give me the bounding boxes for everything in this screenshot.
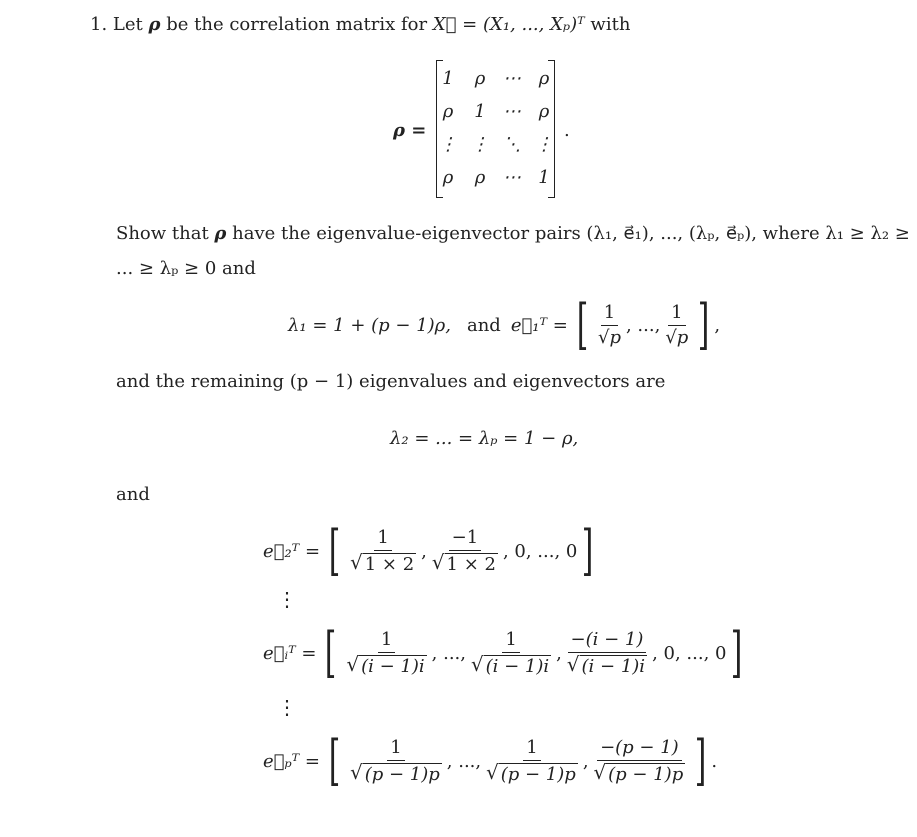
right-bracket: ] — [582, 519, 594, 582]
fraction — [468, 630, 554, 677]
eq-lambda1-e1 — [288, 293, 721, 356]
problem-statement — [90, 14, 630, 35]
matrix-cell: ⋯ — [503, 167, 521, 188]
show-line-2: ... ≥ λₚ ≥ 0 and — [116, 258, 256, 279]
fraction-denominator: √ (i − 1)i — [471, 652, 550, 677]
fraction-numerator: 1 — [387, 738, 404, 761]
e2-tail: , 0, ..., 0 — [502, 540, 578, 562]
fraction — [429, 528, 501, 575]
vertical-dots: ⋮ — [277, 587, 297, 611]
radicand: (i − 1)i — [361, 655, 425, 677]
correlation-matrix — [432, 68, 560, 188]
separator: , ..., — [446, 750, 482, 772]
lambda1-formula: λ₁ = 1 + (p − 1)ρ, — [288, 314, 451, 336]
right-bracket: ] — [694, 729, 707, 792]
right-bracket: ] — [731, 621, 743, 684]
trailing-comma: , — [714, 314, 721, 336]
comma: , — [421, 540, 427, 562]
fraction-denominator: √ (i − 1)i — [346, 652, 425, 677]
matrix-period: . — [564, 120, 570, 141]
and-text: and — [116, 484, 150, 505]
fraction-denominator: √ 1 × 2 — [350, 550, 415, 575]
rho-symbol-2: ρ — [214, 223, 227, 244]
intro-end: with — [590, 14, 631, 35]
fraction-numerator: −(i − 1) — [568, 630, 647, 653]
fraction-denominator: √ (p − 1)p — [593, 760, 684, 785]
fraction — [591, 738, 689, 785]
remaining-text: and the remaining (p − 1) eigenvalues and eigenvectors are — [116, 371, 666, 392]
matrix-cell: ρ — [474, 68, 486, 89]
separator: , ..., — [625, 314, 661, 336]
show-text-a: Show that — [116, 223, 209, 244]
radicand: (p − 1)p — [608, 763, 684, 785]
fraction-denominator: √ 1 × 2 — [431, 550, 496, 575]
eq-ep — [263, 729, 718, 792]
right-bracket: ] — [698, 293, 710, 356]
fraction-denominator: √p — [665, 326, 689, 348]
matrix-cell: 1 — [442, 68, 454, 89]
matrix-cell: ⋮ — [535, 134, 553, 155]
eq-ei — [263, 621, 748, 684]
fraction — [344, 630, 430, 677]
e2-lhs: e⃗₂ᵀ = — [263, 540, 321, 562]
e1-lhs: e⃗₁ᵀ = — [510, 314, 568, 336]
intro-text: Let — [112, 14, 143, 35]
left-bracket: [ — [328, 519, 341, 582]
matrix-cell: ρ — [442, 101, 454, 122]
matrix-lhs: ρ = — [393, 120, 427, 141]
matrix-cell: ρ — [538, 68, 550, 89]
intro-text-2: be the correlation matrix for — [166, 14, 428, 35]
matrix-cell: ρ — [538, 101, 550, 122]
rho-symbol: ρ — [148, 14, 161, 35]
fraction-numerator: 1 — [502, 630, 519, 653]
fraction-numerator: 1 — [378, 630, 395, 653]
eq-e2 — [263, 519, 598, 582]
ei-lhs: e⃗ᵢᵀ = — [263, 642, 317, 664]
radicand: (i − 1)i — [581, 655, 646, 677]
fraction-numerator: 1 — [601, 303, 618, 326]
fraction — [347, 738, 445, 785]
fraction — [564, 630, 650, 677]
fraction-numerator: −1 — [449, 528, 482, 551]
fraction-numerator: 1 — [374, 528, 391, 551]
left-bracket: [ — [328, 729, 341, 792]
fraction-denominator: √ (i − 1)i — [566, 652, 646, 677]
show-text-b: have the eigenvalue-eigenvector pairs (λ₁, e⃗₁), ..., (λₚ, e⃗ₚ), where λ₁ ≥ λ₂ ≥ — [232, 223, 910, 244]
comma: , — [582, 750, 589, 772]
fraction-numerator: 1 — [523, 738, 540, 761]
matrix-cell: 1 — [538, 167, 550, 188]
matrix-cell: ⋮ — [439, 134, 457, 155]
fraction-numerator: −(p − 1) — [597, 738, 682, 761]
matrix-cell: ⋮ — [471, 134, 489, 155]
fraction — [662, 303, 691, 348]
ep-lhs: e⃗ₚᵀ = — [263, 750, 321, 772]
radicand: (i − 1)i — [485, 655, 550, 677]
show-line-1 — [116, 223, 910, 244]
fraction-denominator: √ (p − 1)p — [486, 760, 576, 785]
matrix-cell: 1 — [474, 101, 486, 122]
left-bracket: [ — [325, 621, 337, 684]
fraction — [595, 303, 624, 348]
comma: , — [556, 642, 562, 664]
matrix-cell: ⋯ — [503, 68, 521, 89]
radicand: 1 × 2 — [446, 553, 496, 575]
matrix-cell: ρ — [442, 167, 454, 188]
and-word: and — [466, 314, 501, 336]
matrix-cell: ρ — [474, 167, 486, 188]
fraction-denominator: √p — [597, 326, 621, 348]
separator: , ..., — [431, 642, 467, 664]
fraction — [347, 528, 419, 575]
eq-lambda-rest: λ₂ = ... = λₚ = 1 − ρ, — [390, 428, 579, 449]
fraction-denominator: √ (p − 1)p — [350, 760, 440, 785]
final-period: . — [711, 750, 718, 772]
fraction-numerator: 1 — [668, 303, 685, 326]
ei-tail: , 0, ..., 0 — [652, 642, 727, 664]
radicand: (p − 1)p — [364, 763, 440, 785]
fraction — [483, 738, 581, 785]
matrix-cell: ⋱ — [503, 134, 521, 155]
vertical-dots: ⋮ — [277, 695, 297, 719]
matrix-cell: ⋯ — [503, 101, 521, 122]
radicand: 1 × 2 — [364, 553, 415, 575]
left-bracket: [ — [576, 293, 589, 356]
problem-number: 1. — [90, 14, 108, 35]
vector-definition: X⃗ = (X₁, ..., Xₚ)ᵀ — [432, 14, 585, 35]
radicand: (p − 1)p — [500, 763, 576, 785]
